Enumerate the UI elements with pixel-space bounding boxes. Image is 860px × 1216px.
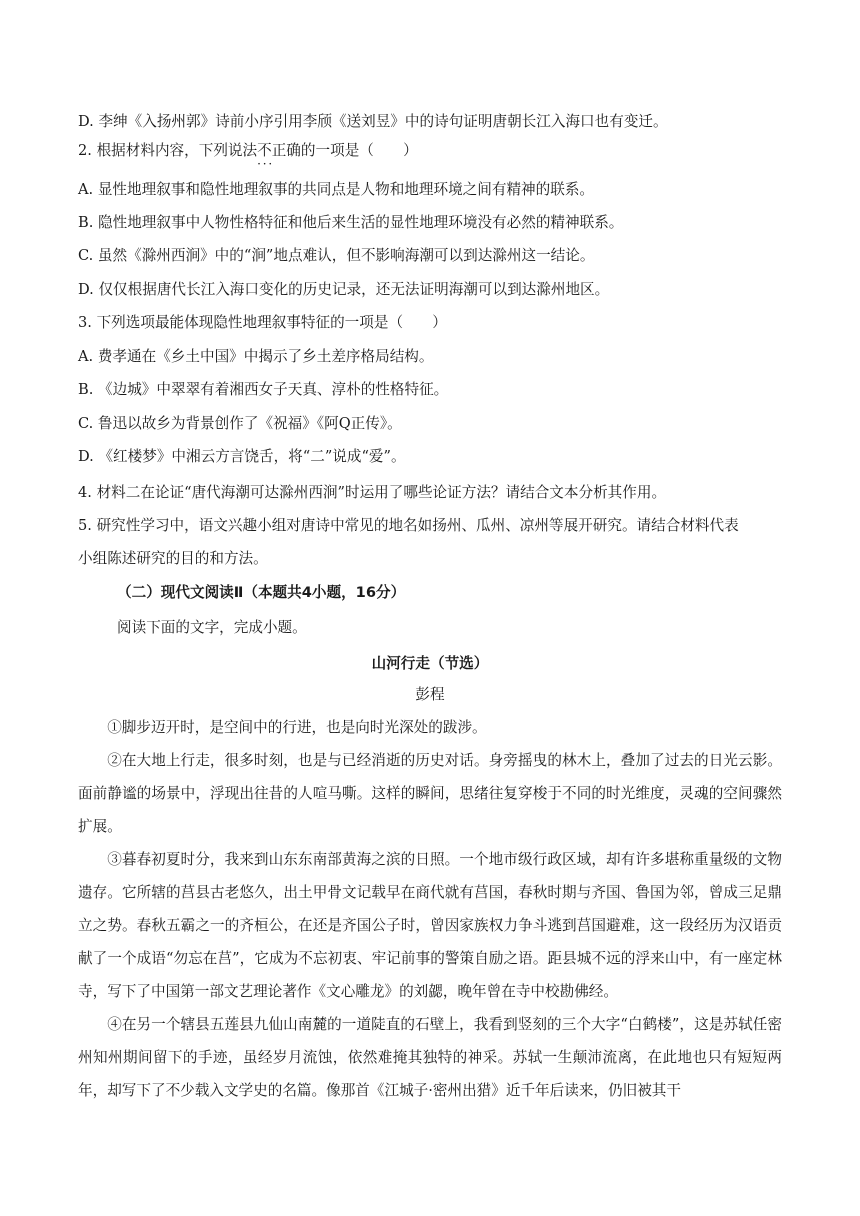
option-3d: D. 《红楼梦》中湘云方言饶舌，将“二”说成“爱”。	[78, 448, 406, 465]
question-2-prefix: 2. 根据材料内容，下列说法	[78, 142, 258, 159]
section-instruction: 阅读下面的文字，完成小题。	[117, 619, 307, 636]
option-3a: A. 费孝通在《乡土中国》中揭示了乡土差序格局结构。	[78, 348, 434, 365]
paragraph-3: ③暮春初夏时分，我来到山东东南部黄海之滨的日照。一个地市级行政区域，却有许多堪称重量级的文物遗存。它所辖的莒县古老悠久，出土甲骨文记载早在商代就有莒国，春秋时期与齐国、鲁国为邻，曾成三足鼎立之势。春秋五霸之一的齐桓公，在还是齐国公子时，曾因家族权力争斗逃到莒国避难，这一段经历为汉语贡献了一个成语“勿忘在莒”，它成为不忘初衷、牢记前事的警策自励之语。距县城不远的浮来山中，有一座定林寺，写下了中国第一部文艺理论著作《文心雕龙》的刘勰，晚年曾在寺中校勘佛经。	[78, 851, 782, 1000]
question-2-emphasis: 不正确 · · ·	[257, 142, 301, 159]
paragraph-4: ④在另一个辖县五莲县九仙山南麓的一道陡直的石壁上，我看到竖刻的三个大字“白鹤楼”，这是苏轼任密州知州期间留下的手迹，虽经岁月流蚀，依然难掩其独特的神采。苏轼一生颠沛流离，在此地也只有短短两年，却写下了不少载入文学史的名篇。像那首《江城子·密州出猎》近千年后读来，仍旧被其干	[78, 1016, 782, 1099]
option-2c: C. 虽然《滁州西涧》中的“涧”地点难认，但不影响海潮可以到达滁州这一结论。	[78, 247, 595, 264]
option-3b: B. 《边城》中翠翠有着湘西女子天真、淳朴的性格特征。	[78, 381, 449, 398]
option-d-q1: D. 李绅《入扬州郭》诗前小序引用李颀《送刘昱》中的诗句证明唐朝长江入海口也有变迁。	[78, 113, 668, 130]
question-3: 3. 下列选项最能体现隐性地理叙事特征的一项是（ ）	[78, 314, 447, 331]
section-title: （二）现代文阅读Ⅱ（本题共4小题，16分）	[117, 584, 406, 601]
question-2	[78, 141, 418, 161]
question-5-line-1: 5. 研究性学习中，语文兴趣小组对唐诗中常见的地名如扬州、瓜州、凉州等展开研究。请结合材料代表	[78, 517, 739, 534]
article-author: 彭程	[415, 686, 445, 703]
article-title: 山河行走（节选）	[371, 655, 489, 672]
option-2b: B. 隐性地理叙事中人物性格特征和他后来生活的显性地理环境没有必然的精神联系。	[78, 214, 624, 231]
question-5-line-2: 小组陈述研究的目的和方法。	[78, 550, 268, 567]
option-2d: D. 仅仅根据唐代长江入海口变化的历史记录，还无法证明海潮可以到达滁州地区。	[78, 281, 610, 298]
option-3c: C. 鲁迅以故乡为背景创作了《祝福》《阿Q正传》。	[78, 415, 402, 432]
question-4: 4. 材料二在论证“唐代海潮可达滁州西涧”时运用了哪些论证方法？请结合文本分析其作用。	[78, 484, 667, 501]
paragraph-1: ①脚步迈开时，是空间中的行进，也是向时光深处的跋涉。	[107, 719, 487, 736]
option-2a: A. 显性地理叙事和隐性地理叙事的共同点是人物和地理环境之间有精神的联系。	[78, 181, 595, 198]
question-2-suffix: 的一项是（ ）	[300, 142, 418, 159]
article-body	[78, 711, 782, 1107]
paragraph-2: ②在大地上行走，很多时刻，也是与已经消逝的历史对话。身旁摇曳的林木上，叠加了过去的日光云影。面前静谧的场景中，浮现出往昔的人喧马嘶。这样的瞬间，思绪往复穿梭于不同的时光维度，灵魂的空间骤然扩展。	[78, 752, 782, 835]
